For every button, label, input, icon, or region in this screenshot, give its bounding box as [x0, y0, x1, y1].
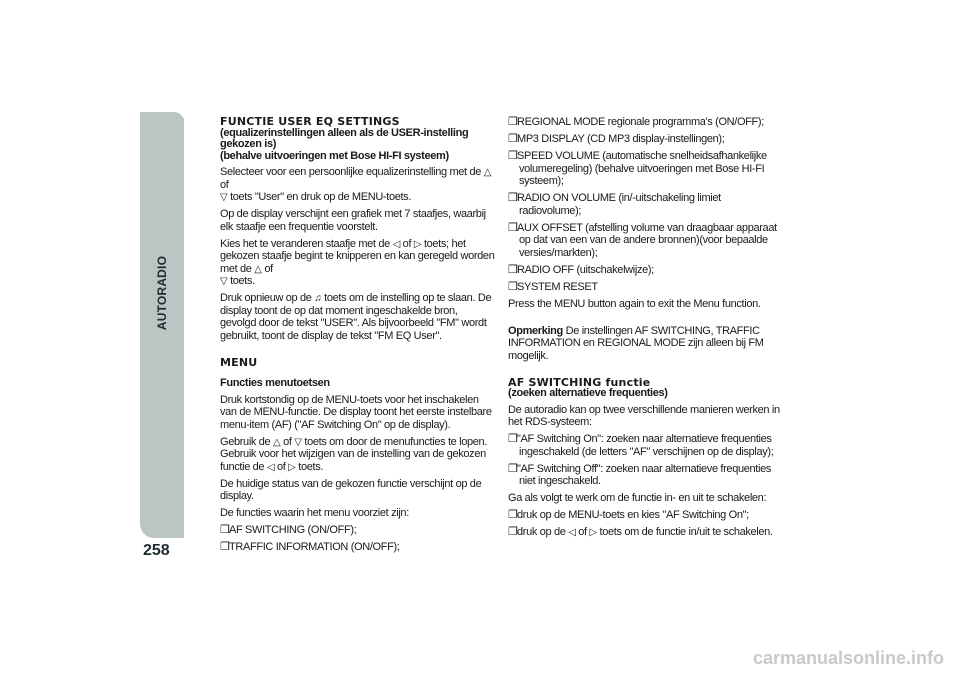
section-heading-af-switching: AF SWITCHING functie	[508, 375, 651, 389]
checkbox-bullet-icon: ❒	[220, 524, 230, 536]
list-item: ❒MP3 DISPLAY (CD MP3 display-instellingen);	[508, 133, 725, 145]
list-item: ❒AUX OFFSET (afstelling volume van draagbaar apparaat op dat van een van de andere bronnen)(voor bepaalde versies/markten);	[508, 221, 777, 259]
music-note-icon: ♫	[314, 293, 322, 304]
section-heading-menu: MENU	[220, 355, 258, 369]
up-arrow-icon: △	[273, 436, 281, 448]
note-label: Opmerking	[508, 324, 563, 337]
paragraph-functions-list-intro: De functies waarin het menu voorziet zijn:	[220, 507, 409, 519]
right-column	[508, 116, 784, 543]
list-item: ❒druk op de ◁ of ▷ toets om de functie in/uit te schakelen.	[508, 526, 773, 538]
paragraph-choose-bar: Kies het te veranderen staafje met de ◁ of ▷ toets; het gekozen staafje begint te knipperen en kan geregeld worden met de △ of ▽ toets.	[220, 237, 495, 287]
paragraph-exit-menu: Press the MENU button again to exit the Menu function.	[508, 297, 761, 310]
down-arrow-icon: ▽	[220, 276, 228, 287]
right-arrow-icon: ▷	[589, 527, 597, 538]
list-item: ❒REGIONAL MODE regionale programma's (ON/OFF);	[508, 116, 764, 128]
checkbox-bullet-icon: ❒	[508, 280, 518, 293]
list-item: ❒SYSTEM RESET	[508, 280, 598, 293]
subheading-menu-functions: Functies menutoetsen	[220, 377, 330, 389]
list-item: ❒SPEED VOLUME (automatische snelheidsafhankelijke volumeregeling) (behalve uitvoeringen met Bose HI-FI systeem);	[508, 150, 767, 187]
checkbox-bullet-icon: ❒	[508, 150, 518, 162]
checkbox-bullet-icon: ❒	[508, 509, 518, 521]
subheading-line-2: (behalve uitvoeringen met Bose HI-FI systeem)	[220, 149, 449, 162]
right-arrow-icon: ▷	[288, 461, 296, 473]
paragraph-save: Druk opnieuw op de ♫ toets om de instelling op te slaan. De display toont de op dat moment ingeschakelde bron, gevolgd door de tekst "USER". Als bijvoorbeeld "FM" wordt gebruikt, toont de display de tekst "FM EQ User".	[220, 292, 492, 342]
paragraph-status: De huidige status van de gekozen functie verschijnt op de display.	[220, 477, 482, 502]
down-arrow-icon: ▽	[220, 192, 228, 203]
watermark: carmanualsonline.info	[752, 648, 944, 668]
checkbox-bullet-icon: ❒	[508, 192, 518, 204]
section-heading-user-eq: FUNCTIE USER EQ SETTINGS	[220, 115, 400, 128]
checkbox-bullet-icon: ❒	[508, 221, 518, 234]
paragraph-af-intro: De autoradio kan op twee verschillende manieren werken in het RDS-systeem:	[508, 403, 780, 428]
left-column	[220, 116, 496, 558]
left-arrow-icon: ◁	[266, 461, 275, 473]
list-item: ❒druk op de MENU-toets en kies "AF Switching On";	[508, 509, 749, 521]
paragraph-menu-navigate: Gebruik de △ of ▽ toets om door de menufuncties te lopen. Gebruik voor het wijzigen van de instelling van de gekozen functie de ◁ of ▷ toets.	[220, 435, 487, 473]
list-item: ❒RADIO ON VOLUME (in/-uitschakeling limiet radiovolume);	[508, 192, 721, 217]
left-arrow-icon: ◁	[568, 527, 576, 538]
note-block: Opmerking De instellingen AF SWITCHING, TRAFFIC INFORMATION en REGIONAL MODE zijn alleen bij FM mogelijk.	[508, 324, 764, 362]
sidebar-section-label: AUTORADIO	[155, 255, 169, 331]
checkbox-bullet-icon: ❒	[508, 433, 518, 445]
paragraph-steps-intro: Ga als volgt te werk om de functie in- en uit te schakelen:	[508, 492, 767, 504]
checkbox-bullet-icon: ❒	[508, 263, 518, 276]
checkbox-bullet-icon: ❒	[508, 116, 518, 128]
checkbox-bullet-icon: ❒	[508, 462, 518, 475]
checkbox-bullet-icon: ❒	[220, 541, 230, 553]
section-subheading-user-eq	[220, 128, 496, 163]
subheading-line-1: (equalizerinstellingen alleen als de USER-instelling gekozen is)	[220, 126, 469, 150]
paragraph-graph: Op de display verschijnt een grafiek met 7 staafjes, waarbij elk staafje een frequentie voorstelt.	[220, 208, 486, 233]
subheading-af-switching: (zoeken alternatieve frequenties)	[508, 387, 668, 399]
checkbox-bullet-icon: ❒	[508, 133, 518, 145]
list-item: ❒RADIO OFF (uitschakelwijze);	[508, 263, 654, 276]
left-arrow-icon: ◁	[392, 238, 400, 250]
list-item: ❒"AF Switching Off": zoeken naar alternatieve frequenties niet ingeschakeld.	[508, 462, 771, 487]
list-item: ❒"AF Switching On": zoeken naar alternatieve frequenties ingeschakeld (de letters "AF" verschijnen op de display);	[508, 433, 774, 458]
up-arrow-icon: △	[254, 263, 262, 275]
down-arrow-icon: ▽	[294, 436, 302, 448]
list-item: ❒AF SWITCHING (ON/OFF);	[220, 524, 357, 536]
list-item: ❒TRAFFIC INFORMATION (ON/OFF);	[220, 541, 400, 553]
paragraph-menu-press: Druk kortstondig op de MENU-toets voor het inschakelen van de MENU-functie. De display toont het eerste instelbare menu-item (AF) ("AF Switching On" op de display).	[220, 393, 492, 431]
right-arrow-icon: ▷	[413, 238, 422, 250]
page-number: 258	[143, 542, 170, 559]
paragraph-select-user: Selecteer voor een persoonlijke equalizerinstelling met de △ of ▽ toets "User" en druk op de MENU-toets.	[220, 166, 492, 203]
checkbox-bullet-icon: ❒	[508, 526, 518, 538]
up-arrow-icon: △	[483, 167, 492, 178]
